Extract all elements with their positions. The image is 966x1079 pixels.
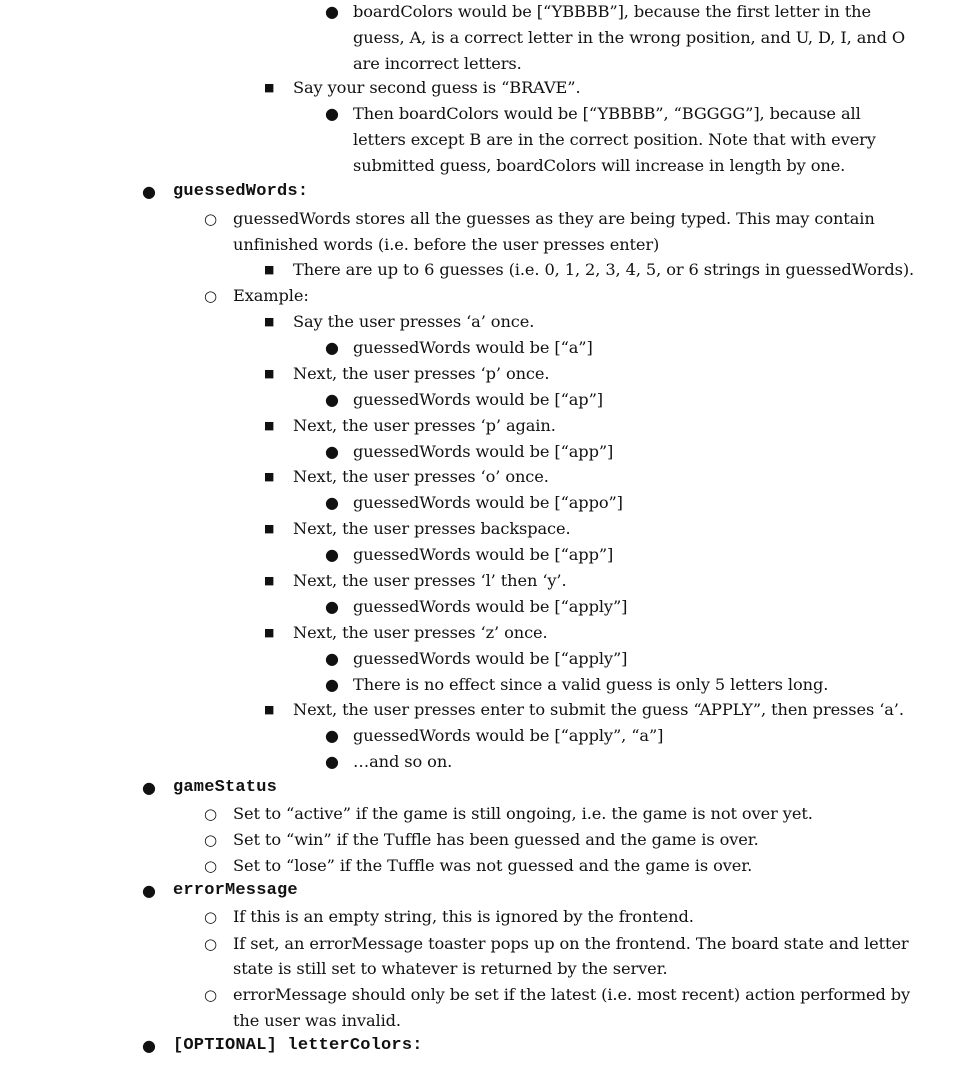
paragraph-line: If set, an errorMessage toaster pops up on the frontend. The board state and letter bbox=[233, 934, 909, 953]
bullet-disc: ● bbox=[325, 597, 339, 616]
example-result: There is no effect since a valid guess is only 5 letters long. bbox=[353, 675, 829, 694]
example-result: …and so on. bbox=[353, 752, 453, 771]
bullet-disc: ● bbox=[325, 726, 339, 745]
bullet-square: ■ bbox=[264, 703, 275, 716]
example-result: guessedWords would be [“apply”] bbox=[353, 649, 628, 668]
bullet-circle: ○ bbox=[204, 986, 218, 1004]
bullet-disc: ● bbox=[142, 778, 156, 797]
example-result: guessedWords would be [“apply”, “a”] bbox=[353, 726, 664, 745]
bullet-square: ■ bbox=[264, 626, 275, 639]
example-result: guessedWords would be [“a”] bbox=[353, 338, 593, 357]
bullet-disc: ● bbox=[325, 493, 339, 512]
bullet-disc: ● bbox=[142, 881, 156, 900]
bullet-square: ■ bbox=[264, 367, 275, 380]
paragraph-line: Then boardColors would be [“YBBBB”, “BGGGG”], because all bbox=[353, 104, 861, 123]
bullet-disc: ● bbox=[325, 2, 339, 21]
bullet-disc: ● bbox=[325, 675, 339, 694]
list-item: There are up to 6 guesses (i.e. 0, 1, 2, 3, 4, 5, or 6 strings in guessedWords). bbox=[293, 260, 915, 279]
bullet-square: ■ bbox=[264, 470, 275, 483]
paragraph-line: errorMessage should only be set if the latest (i.e. most recent) action performed by bbox=[233, 985, 911, 1004]
example-result: guessedWords would be [“appo”] bbox=[353, 493, 623, 512]
list-item: Say your second guess is “BRAVE”. bbox=[293, 78, 581, 97]
bullet-square: ■ bbox=[264, 522, 275, 535]
bullet-square: ■ bbox=[264, 574, 275, 587]
example-step: Next, the user presses ‘p’ once. bbox=[293, 364, 550, 383]
list-item: If this is an empty string, this is ignored by the frontend. bbox=[233, 907, 694, 926]
bullet-circle: ○ bbox=[204, 908, 218, 926]
bullet-disc: ● bbox=[325, 649, 339, 668]
list-item: Set to “lose” if the Tuffle was not guessed and the game is over. bbox=[233, 856, 753, 875]
paragraph-line: unfinished words (i.e. before the user presses enter) bbox=[233, 235, 660, 254]
list-item: Set to “active” if the game is still ongoing, i.e. the game is not over yet. bbox=[233, 804, 813, 823]
example-step: Next, the user presses ‘p’ again. bbox=[293, 416, 556, 435]
section-heading-error-message: errorMessage bbox=[173, 881, 298, 900]
bullet-square: ■ bbox=[264, 315, 275, 328]
paragraph-line: are incorrect letters. bbox=[353, 54, 522, 73]
paragraph-line: boardColors would be [“YBBBB”], because the first letter in the bbox=[353, 2, 871, 21]
bullet-disc: ● bbox=[142, 1036, 156, 1055]
bullet-disc: ● bbox=[325, 752, 339, 771]
bullet-disc: ● bbox=[325, 390, 339, 409]
example-result: guessedWords would be [“app”] bbox=[353, 442, 614, 461]
paragraph-line: guess, A, is a correct letter in the wrong position, and U, D, I, and O bbox=[353, 28, 906, 47]
section-heading-letter-colors: [OPTIONAL] letterColors: bbox=[173, 1036, 423, 1055]
paragraph-line: state is still set to whatever is returned by the server. bbox=[233, 959, 668, 978]
bullet-disc: ● bbox=[325, 338, 339, 357]
example-result: guessedWords would be [“ap”] bbox=[353, 390, 603, 409]
list-item: Example: bbox=[233, 286, 309, 305]
bullet-square: ■ bbox=[264, 263, 275, 276]
section-heading-guessed-words: guessedWords: bbox=[173, 182, 309, 201]
bullet-circle: ○ bbox=[204, 805, 218, 823]
paragraph-line: letters except B are in the correct position. Note that with every bbox=[353, 130, 876, 149]
example-step: Next, the user presses enter to submit the guess “APPLY”, then presses ‘a’. bbox=[293, 700, 904, 719]
bullet-circle: ○ bbox=[204, 831, 218, 849]
bullet-circle: ○ bbox=[204, 287, 218, 305]
list-item: Set to “win” if the Tuffle has been guessed and the game is over. bbox=[233, 830, 759, 849]
example-step: Say the user presses ‘a’ once. bbox=[293, 312, 535, 331]
bullet-circle: ○ bbox=[204, 857, 218, 875]
paragraph-line: the user was invalid. bbox=[233, 1011, 401, 1030]
bullet-disc: ● bbox=[325, 442, 339, 461]
bullet-disc: ● bbox=[325, 104, 339, 123]
bullet-square: ■ bbox=[264, 419, 275, 432]
bullet-disc: ● bbox=[142, 182, 156, 201]
paragraph-line: guessedWords stores all the guesses as they are being typed. This may contain bbox=[233, 209, 875, 228]
example-step: Next, the user presses ‘o’ once. bbox=[293, 467, 549, 486]
bullet-disc: ● bbox=[325, 545, 339, 564]
bullet-circle: ○ bbox=[204, 935, 218, 953]
example-result: guessedWords would be [“apply”] bbox=[353, 597, 628, 616]
bullet-circle: ○ bbox=[204, 210, 218, 228]
paragraph-line: submitted guess, boardColors will increase in length by one. bbox=[353, 156, 846, 175]
example-step: Next, the user presses ‘z’ once. bbox=[293, 623, 548, 642]
bullet-square: ■ bbox=[264, 81, 275, 94]
section-heading-game-status: gameStatus bbox=[173, 778, 278, 797]
example-result: guessedWords would be [“app”] bbox=[353, 545, 614, 564]
example-step: Next, the user presses backspace. bbox=[293, 519, 571, 538]
example-step: Next, the user presses ‘l’ then ‘y’. bbox=[293, 571, 567, 590]
